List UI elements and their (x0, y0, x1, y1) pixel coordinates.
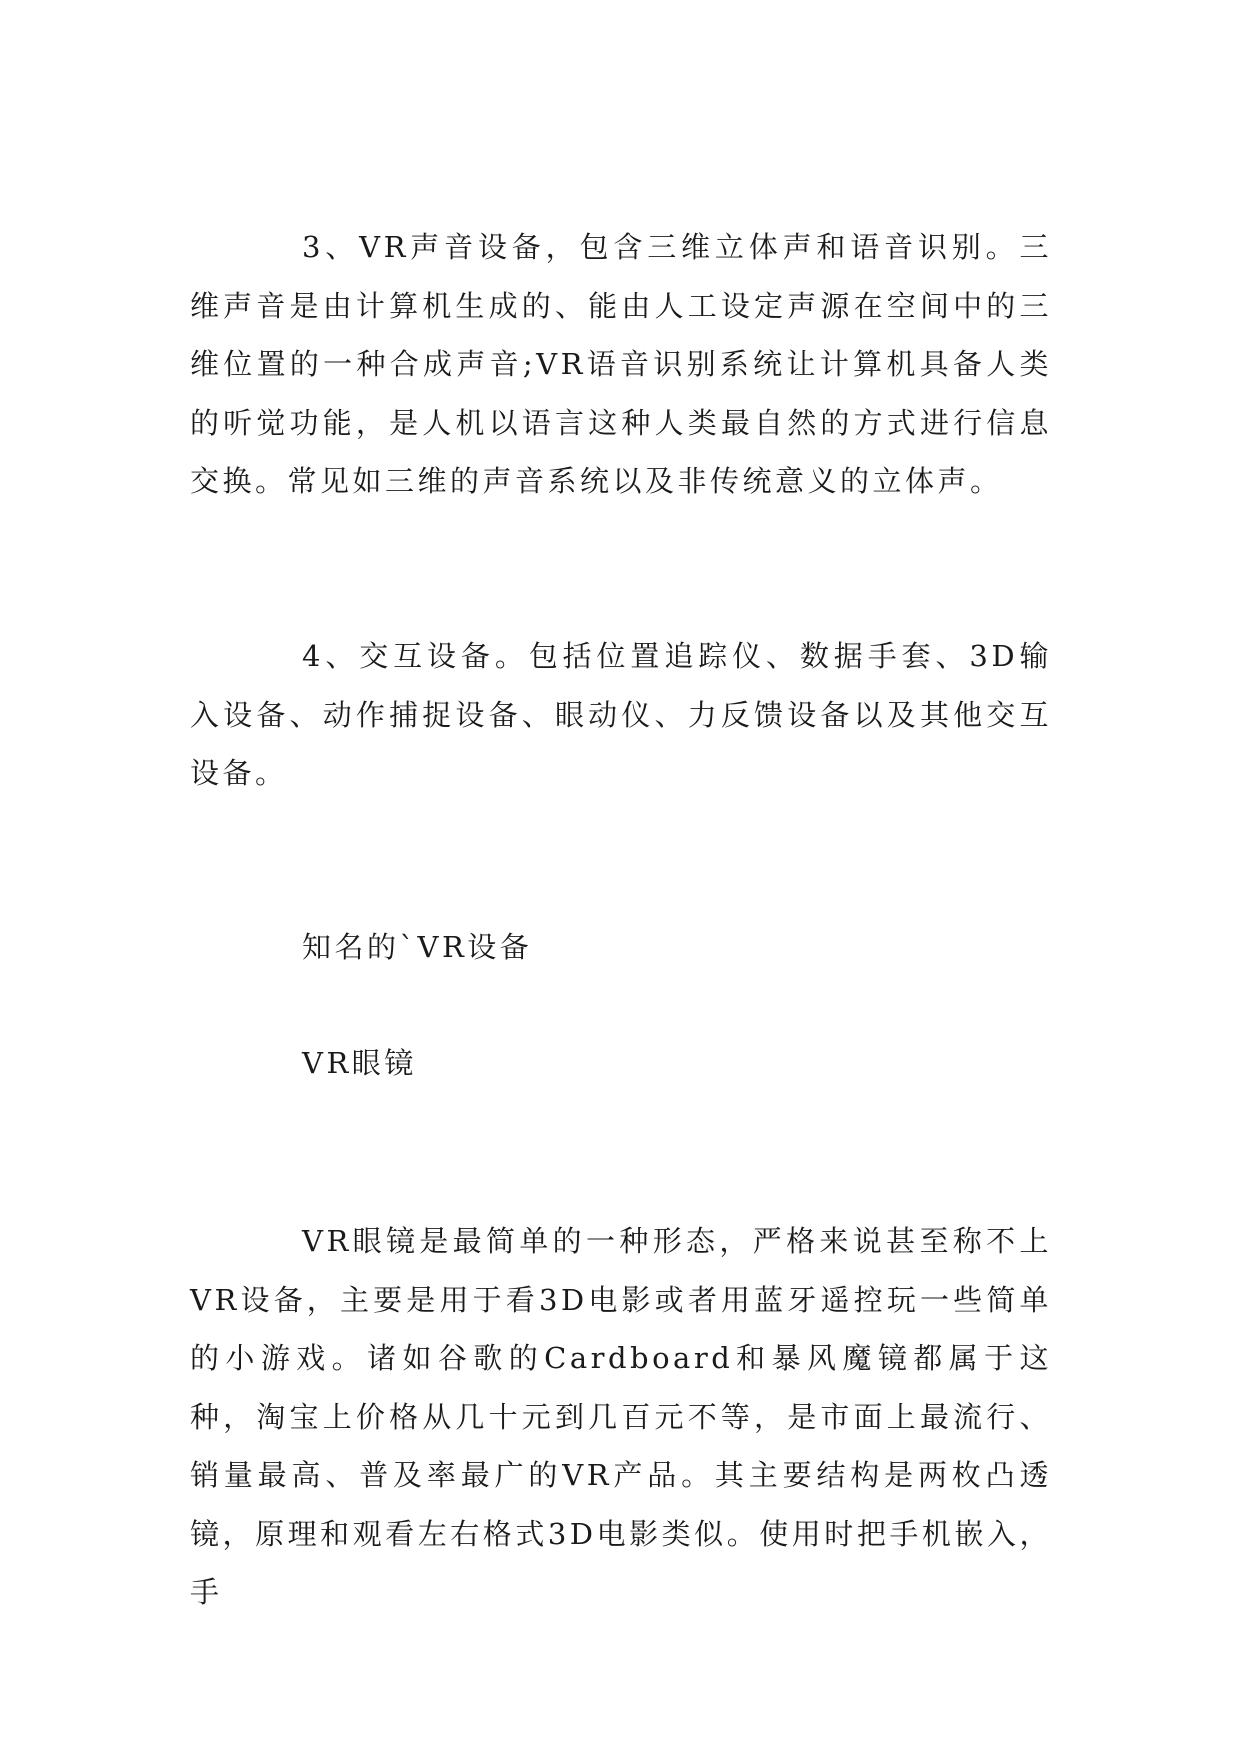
heading-famous-vr-devices: 知名的`VR设备 (302, 930, 533, 964)
paragraph-vr-audio-devices: 3、VR声音设备，包含三维立体声和语音识别。三维声音是由计算机生成的、能由人工设定声源在空间中的三维位置的一种合成声音;VR语音识别系统让计算机具备人类的听觉功能，是人机以语言这种人类最自然的方式进行信息交换。常见如三维的声音系统以及非传统意义的立体声。 (190, 230, 1052, 498)
paragraph-interaction-devices: 4、交互设备。包括位置追踪仪、数据手套、3D输入设备、动作捕捉设备、眼动仪、力反馈设备以及其他交互设备。 (190, 639, 1052, 790)
heading-vr-glasses: VR眼镜 (302, 1046, 417, 1080)
paragraph-vr-glasses-description: VR眼镜是最简单的一种形态，严格来说甚至称不上VR设备，主要是用于看3D电影或者用蓝牙遥控玩一些简单的小游戏。诸如谷歌的Cardboard和暴风魔镜都属于这种，淘宝上价格从几十元到几百元不等，是市面上最流行、销量最高、普及率最广的VR产品。其主要结构是两枚凸透镜，原理和观看左右格式3D电影类似。使用时把手机嵌入，手 (190, 1224, 1052, 1609)
